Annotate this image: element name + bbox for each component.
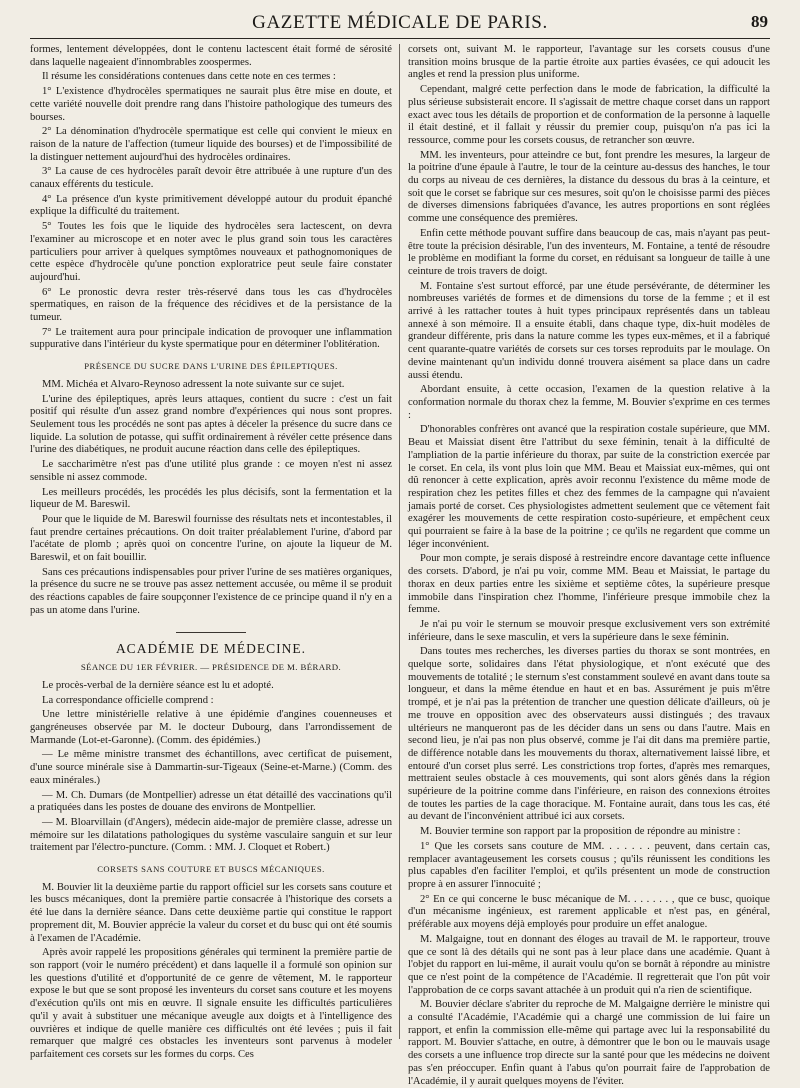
list-item: 6° Le pronostic devra rester très-réservé dans tous les cas d'hydrocèles spermatiques, en raison de la fréquence des récidives et de la persistance de la tumeur. [30, 286, 392, 324]
section-heading-sugar: PRÉSENCE DU SUCRE DANS L'URINE DES ÉPILEPTIQUES. [84, 361, 338, 372]
session-heading: SÉANCE DU 1ER FÉVRIER. — PRÉSIDENCE DE M. BÉRARD. [80, 662, 342, 673]
right-column [408, 44, 770, 1087]
list-item: 1° L'existence d'hydrocèles spermatiques ne saurait plus être mise en doute, et cette variété nouvelle doit prendre rang dans l'histoire pathologique des tumeurs des bourses. [30, 86, 392, 123]
academy-heading: ACADÉMIE DE MÉDECINE. [115, 640, 307, 656]
paragraph: MM. Michéa et Alvaro-Reynoso adressent la note suivante sur ce sujet. [42, 378, 345, 390]
list-item: 2° La dénomination d'hydrocèle spermatique est celle qui convient le mieux en raison de la nature de l'affection (tumeur liquide des bourses) et de l'impossibilité de la distinguer nettement aujourd'hui des hydrocèles ordinaires. [30, 126, 392, 163]
paragraph: Le saccharimètre n'est pas d'une utilité plus grande : ce moyen n'est ni assez sensible ni assez commode. [30, 459, 392, 483]
paragraph: MM. les inventeurs, pour atteindre ce but, font prendre les mesures, la largeur de la poitrine d'une épaule à l'autre, le tour de la ceinture au-dessus des hanches, le tour du corps au niveau de ces dernières, la distance du dessous du bras à la ceinture, et soit que le corset se fabrique sur ces mesures, soit qu'on le choisisse parmi des pièces de diverses dimensions fabriquées d'avance, les autres proportions en sont réglées comme une conséquence des premières. [408, 149, 770, 225]
paragraph: formes, lentement développées, dont le contenu lactescent était formé de sérosité dans laquelle nageaient d'innombrables zoospermes. [30, 44, 392, 68]
left-column [30, 44, 392, 1060]
list-item: 3° La cause de ces hydrocèles paraît devoir être attribuée à une rupture d'un des canaux efférents du testicule. [30, 166, 392, 191]
paragraph: Sans ces précautions indispensables pour priver l'urine de ses matières organiques, la présence du sucre ne se trouve pas assez nettement accusée, ou même il se produit des réactions capables de faire soupçonner l'existence de ce principe quand il n'y en a pas un atome dans l'urine. [30, 566, 392, 616]
paragraph: M. Malgaigne, tout en donnant des éloges au travail de M. le rapporteur, trouve que ce sont là des détails qui ne sont pas à leur place dans une académie. Quant à l'objet du rapport en lui-même, il aurait voulu qu'on se bornât à répondre au ministre que ce n'est point de la compétence de l'Académie. Il regretterait que l'on pût voir l'approbation de ce corps savant attachée à un produit qui n'a rien de scientifique. [408, 933, 770, 996]
paragraph: L'urine des épileptiques, après leurs attaques, contient du sucre : c'est un fait positif qui résulte d'un assez grand nombre d'expériences qui nous sont propres. Seulement tous les procédés ne sont pas aptes à déceler la présence du sucre dans ce liquide. La solution de potasse, qui suffit ordinairement à révéler cette présence dans l'urine des diabétiques, ne produit aucune réaction dans celle des épileptiques. [30, 393, 392, 456]
paragraph: La correspondance officielle comprend : [42, 694, 214, 706]
list-item: 2° En ce qui concerne le busc mécanique de M. . . . . . . , que ce busc, quoique d'un mécanisme ingénieux, est rarement applicable et n'est pas, en général, préférable aux moyens déjà employés pour produire un effet analogue. [408, 893, 770, 931]
paragraph: Le procès-verbal de la dernière séance est lu et adopté. [42, 679, 274, 691]
paragraph: Je n'ai pu voir le sternum se mouvoir presque exclusivement vers son extrémité inférieure, dans le sexe masculin, et vers la supérieure dans le sexe féminin. [408, 618, 770, 643]
list-item: 5° Toutes les fois que le liquide des hydrocèles sera lactescent, on devra l'examiner au microscope et en noter avec le plus grand soin tous les caractères particuliers pour arriver à quelques symptômes nouveaux et pathognomoniques de cette espèce d'hydrocèle qu'une ponction exploratrice peut seule faire constater aujourd'hui. [30, 221, 392, 283]
paragraph: D'honorables confrères ont avancé que la respiration costale supérieure, que MM. Beau et Maissiat disent être l'attribut du sexe féminin, tenait à la difficulté de l'ampliation de la partie inférieure du thorax, par suite de la constriction exercée par le corset. En cela, ils vont plus loin que MM. Beau et Maissiat eux-mêmes, qui ont dû renoncer à cette explication, après avoir reconnu l'existence du même mode de respiration chez les petites filles et chez des femmes de la campagne qui n'avaient jamais porté de corset. Ces physiologistes admettent seulement que ce vêtement fait exagérer les mouvements de cette respiration costo-supérieure, et empêchent ceux qui pourraient se faire à la base de la poitrine ; ce qu'ils ne regardent que comme un léger inconvénient. [408, 424, 770, 550]
paragraph: Cependant, malgré cette perfection dans le mode de fabrication, la difficulté la plus sérieuse subsisterait encore. Il s'agissait de mettre chaque corset dans un rapport exact avec tous les détails de proportion et de conformation de la personne à laquelle il était destiné, et il fallait y réussir du premier coup, puisqu'on n'a pas ici la ressource, comme pour les corsets cousus, de retrancher son œuvre. [408, 84, 770, 146]
paragraph: Pour que le liquide de M. Bareswil fournisse des résultats nets et incontestables, il faut prendre certaines précautions. On doit traiter préalablement l'urine, d'abord par l'acétate de plomb ; après quoi on concentre l'urine, on ajoute la liqueur de M. Bareswil, et on fait bouillir. [30, 513, 392, 564]
paragraph: M. Fontaine s'est surtout efforcé, par une étude persévérante, de déterminer les nombreuses variétés de formes et de dimensions du torse de la femme ; et il est arrivé à les rattacher toutes à huit types principaux représentés dans un tableau annexé à son mémoire. Il a ensuite établi, dans chaque type, dix-huit modèles de grandeur différente, pris dans la nature comme les types eux-mêmes, et il a fabriqué cent quarante-quatre variétés de corsets sur ces torses reproduits par le moulage. On devine maintenant qu'un individu donné trouvera aisément sa place dans un cadre aussi étendu. [408, 280, 770, 381]
paragraph: M. Bouvier lit la deuxième partie du rapport officiel sur les corsets sans couture et les buscs mécaniques, dont la première partie consacrée à l'historique des corsets a été lue dans la dernière séance. Dans cette deuxième partie qui constitue le rapport proprement dit, M. Bouvier apprécie la valeur du corset et du busc qui ont été soumis à l'examen de l'Académie. [30, 881, 392, 944]
paragraph: Une lettre ministérielle relative à une épidémie d'angines couenneuses et gangréneuses observée par M. le docteur Dubourg, dans l'arrondissement de Marmande (Lot-et-Garonne). (Comm. des épidémies.) [30, 709, 392, 746]
paragraph: Dans toutes mes recherches, les diverses parties du thorax se sont montrées, en quelque sorte, solidaires dans l'état physiologique, et n'ont exécuté que des mouvements de totalité ; le sternum s'est constamment soulevé en avant dans toute sa longueur, et dans la même étendue en haut et en bas. Assurément je puis m'être trompé, et je n'ai pas la prétention de trancher une question délicate d'ailleurs, où je me trouve en opposition avec des observateurs aussi distingués ; des travaux ultérieurs ne manqueront pas de les décider dans un sens ou dans l'autre. Mais en second lieu, je n'ai pas non plus observé, comme je l'ai dit dans ma première partie, de différence notable dans les mouvements du thorax, alternativement laissé libre, et entouré d'un corset plus serré. Les constrictions trop fortes, d'après mes remarques, mettraient seules obstacle à ces mouvements, qui sont alors gênés dans la région supérieure de la poitrine comme dans l'inférieure, en raison des connexions étroites de toutes les parties de la cage thoracique. M. Fontaine aurait, dans tous les cas, été au devant de l'inconvénient attribué ici aux corsets. [408, 646, 770, 823]
page-number: 89 [751, 12, 768, 31]
page-title: GAZETTE MÉDICALE DE PARIS. [252, 12, 548, 33]
list-item: 7° Le traitement aura pour principale indication de provoquer une inflammation suppurative dans l'intérieur du kyste spermatique pour en déterminer l'oblitération. [30, 326, 392, 351]
paragraph: Après avoir rappelé les propositions générales qui terminent la première partie de son rapport (voir le numéro précédent) et dans laquelle il a formulé son opinion sur les questions d'utilité et d'opportunité de ce genre de vêtement, M. le rapporteur expose le but que se sont proposé les inventeurs du corset sans couture et les moyens d'exécution qu'ils ont mis en œuvre. Il signale ensuite les difficultés particulières qu'il y avait à substituer une mécanique aveugle aux doigts et à l'intelligence des ouvrières et indique de quelle manière ces difficultés ont été levées ; puis il fait remarquer que malgré ces obstacles les inventeurs sont parvenus à modeler parfaitement ces corsets sur les formes du corps. Ces [30, 947, 392, 1060]
paragraph: Abordant ensuite, à cette occasion, l'examen de la question relative à la conformation normale du thorax chez la femme, M. Bouvier s'exprime en ces termes : [408, 384, 770, 421]
section-heading-corsets: CORSETS SANS COUTURE ET BUSCS MÉCANIQUES. [97, 864, 325, 875]
paragraph: corsets ont, suivant M. le rapporteur, l'avantage sur les corsets cousus d'une transition moins brusque de la partie étroite aux parties évasées, ce qui adoucit les angles et rend la pression plus uniforme. [408, 44, 770, 81]
paragraph: Pour mon compte, je serais disposé à restreindre encore davantage cette influence des corsets. D'abord, je n'ai pu voir, comme MM. Beau et Maissiat, le partage du thorax en deux parties entre les sixième et septième côtes, la supérieure presque immobile dans l'inspiration chez l'homme, l'inférieure presque immobile chez la femme. [408, 553, 770, 616]
paragraph: Les meilleurs procédés, les procédés les plus décisifs, sont la fermentation et la liqueur de M. Bareswil. [30, 486, 392, 511]
column-divider [399, 44, 400, 1039]
paragraph: — M. Bloarvillain (d'Angers), médecin aide-major de première classe, adresse un mémoire sur les dilatations pathologiques du système vasculaire sanguin et sur leur traitement par l'électro-puncture. (Comm. : MM. J. Cloquet et Robert.) [30, 816, 392, 854]
list-item: 4° La présence d'un kyste primitivement développé autour du produit épanché explique la difficulté du traitement. [30, 193, 392, 218]
section-divider [176, 632, 246, 633]
paragraph: Enfin cette méthode pouvant suffire dans beaucoup de cas, mais n'ayant pas peut-être toute la précision désirable, l'un des inventeurs, M. Fontaine, a tenté de résoudre le problème en modifiant la forme du corset, en réduisant sa longueur de taille à une ceinture de trois travers de doigt. [408, 227, 770, 277]
paragraph: M. Bouvier termine son rapport par la proposition de répondre au ministre : [420, 826, 741, 838]
paragraph: Il résume les considérations contenues dans cette note en ces termes : [42, 71, 336, 83]
paragraph: — Le même ministre transmet des échantillons, avec certificat de puisement, d'une source minérale sise à Dammartin-sur-Tigeaux (Seine-et-Marne.) (Comm. des eaux minérales.) [30, 749, 392, 786]
page-header [30, 10, 770, 39]
list-item: 1° Que les corsets sans couture de MM. . . . . . . peuvent, dans certain cas, remplacer avantageusement les corsets cousus ; qu'ils réunissent les conditions les plus capables d'en faciliter l'emploi, et qu'ils présentent un mode de construction propre à en assurer l'innocuité ; [408, 840, 770, 890]
paragraph: — M. Ch. Dumars (de Montpellier) adresse un état détaillé des vaccinations qu'il a pratiquées dans les postes de douane des environs de Montpellier. [30, 789, 392, 814]
paragraph: M. Bouvier déclare s'abriter du reproche de M. Malgaigne derrière le ministre qui a consulté l'Académie, l'Académie qui a chargé une commission de lui faire un rapport, et enfin la commission elle-même qui partage avec lui la responsabilité du rapport. M. Bouvier s'attache, en outre, à démontrer que le bon ou le mauvais usage des corsets a une influence trop directe sur la santé pour que les médecins ne doivent pas s'en préoccuper. Enfin quant à l'abus qu'on pourrait faire de l'approbation de l'Académie, il y aurait quelques moyens de l'éviter. [408, 999, 770, 1087]
